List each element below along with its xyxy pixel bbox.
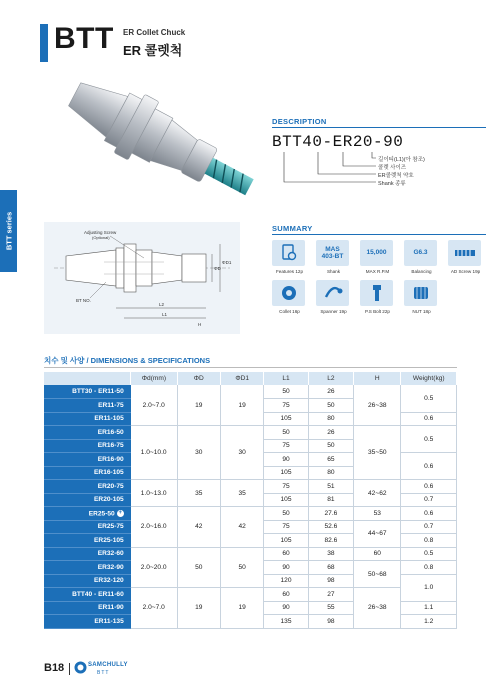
summary-label: Balancing xyxy=(411,269,432,274)
spec-cell-d: 42 xyxy=(177,507,220,548)
spec-cell-l1: 105 xyxy=(264,534,308,548)
spec-cell-l2: 80 xyxy=(308,466,353,480)
spec-cell-w: 0.6 xyxy=(401,412,457,426)
model-name: ER16-75 xyxy=(97,442,124,450)
summary-box: G6.3 xyxy=(404,240,437,266)
summary-item-balancing xyxy=(404,240,439,274)
model-name: ER16-105 xyxy=(94,469,124,477)
table-header: L2 xyxy=(308,372,353,385)
spec-cell-l1: 75 xyxy=(264,399,308,413)
model-name-cell xyxy=(44,601,131,615)
model-name-cell xyxy=(44,507,131,521)
drawing-l1-label: L1 xyxy=(162,312,168,317)
spec-cell-l1: 60 xyxy=(264,547,308,561)
summary-item-ps-bolt xyxy=(360,280,395,314)
spec-cell-d1: 50 xyxy=(220,547,263,588)
spec-cell-w: 0.5 xyxy=(401,426,457,453)
spec-cell-h: 60 xyxy=(354,547,401,561)
description-label-1: 길이티(L1)(아 참조) xyxy=(378,157,425,163)
drawing-h-label: H xyxy=(198,322,202,327)
summary-item-features xyxy=(272,240,307,274)
header-accent-bar xyxy=(40,24,48,62)
bolt-icon xyxy=(360,280,393,306)
model-name: ER11-105 xyxy=(94,415,124,423)
spec-cell-l1: 60 xyxy=(264,588,308,602)
spec-cell-d1: 19 xyxy=(220,385,263,426)
model-name-cell xyxy=(44,561,131,575)
summary-box: 15,000 xyxy=(360,240,393,266)
spec-cell-l2: 82.6 xyxy=(308,534,353,548)
summary-item-rpm xyxy=(360,240,395,274)
screw-icon xyxy=(448,240,481,266)
model-name: ER25-75 xyxy=(97,523,124,531)
spec-cell-l1: 75 xyxy=(264,480,308,494)
subtitle-korean: ER 콜렛척 xyxy=(123,43,183,58)
summary-label: Shank xyxy=(326,269,341,274)
spec-cell-l2: 65 xyxy=(308,453,353,467)
model-name-cell xyxy=(44,480,131,494)
page-title: BTT xyxy=(54,22,114,55)
footer-divider xyxy=(69,663,70,675)
drawing-od-label: ΦD xyxy=(214,266,221,271)
table-header: ΦD xyxy=(177,372,220,385)
description-label-4: Shank 종류 xyxy=(378,181,406,187)
spec-cell-h: 53 xyxy=(354,507,401,521)
model-name-cell xyxy=(44,547,131,561)
collet-icon xyxy=(272,280,305,306)
summary-item-ad-screw xyxy=(448,240,483,274)
spec-cell-h: 26~38 xyxy=(354,588,401,629)
spec-cell-l2: 68 xyxy=(308,561,353,575)
spec-cell-w: 0.5 xyxy=(401,385,457,412)
model-name: ER32-90 xyxy=(97,563,124,571)
table-header: Φd(mm) xyxy=(131,372,177,385)
table-row xyxy=(44,385,457,399)
spec-cell-l2: 51 xyxy=(308,480,353,494)
summary-item-spanner xyxy=(316,280,351,314)
summary-box: MAS 403-BT xyxy=(316,240,349,266)
description-title: DESCRIPTION xyxy=(272,117,327,126)
spec-cell-w: 0.8 xyxy=(401,561,457,575)
side-tab-label: BTT series xyxy=(4,211,13,251)
summary-label: NUT 18p xyxy=(412,309,431,314)
model-name: ER16-90 xyxy=(97,455,124,463)
summary-label: P.S Bolt 22p xyxy=(365,309,390,314)
spec-cell-l2: 27 xyxy=(308,588,353,602)
spec-cell-l1: 105 xyxy=(264,412,308,426)
model-name-cell xyxy=(44,426,131,440)
spec-cell-od: 2.0~7.0 xyxy=(131,385,177,426)
model-name: BTT30 - ER11-50 xyxy=(72,388,124,395)
description-label-2: 콜렛 사이즈 xyxy=(378,165,407,171)
spec-cell-d: 19 xyxy=(177,385,220,426)
spec-cell-l1: 135 xyxy=(264,615,308,629)
spec-cell-w: 1.2 xyxy=(401,615,457,629)
spec-cell-l1: 50 xyxy=(264,507,308,521)
spec-cell-w: 1.0 xyxy=(401,574,457,601)
model-name-cell xyxy=(44,453,131,467)
model-name-cell xyxy=(44,493,131,507)
spec-cell-h: 42~62 xyxy=(354,480,401,507)
model-name: ER11-90 xyxy=(98,604,124,612)
model-name: ER25-50 xyxy=(88,509,115,517)
spec-cell-w: 0.8 xyxy=(401,534,457,548)
spec-cell-l1: 105 xyxy=(264,493,308,507)
subtitle-english: ER Collet Chuck xyxy=(123,28,186,37)
drawing-od1-label: ΦD1 xyxy=(222,260,232,265)
spec-cell-w: 0.6 xyxy=(401,480,457,494)
table-header: H xyxy=(354,372,401,385)
description-label-3: ER콜렛척 약호 xyxy=(378,173,414,179)
spec-cell-l2: 98 xyxy=(308,574,353,588)
model-name: BTT40 - ER11-60 xyxy=(72,590,124,598)
model-name-cell xyxy=(44,520,131,534)
model-name: ER20-105 xyxy=(94,496,124,504)
spec-cell-l1: 75 xyxy=(264,439,308,453)
table-header-row xyxy=(44,372,457,385)
drawing-adjusting-screw-label: Adjusting Screw xyxy=(84,230,117,235)
table-title: 치수 및 사양 / DIMENSIONS & SPECIFICATIONS xyxy=(44,356,211,365)
description-code: BTT40-ER20-90 xyxy=(272,133,404,151)
table-header: L1 xyxy=(264,372,308,385)
spec-cell-l1: 90 xyxy=(264,561,308,575)
document-icon xyxy=(272,240,305,266)
model-name: ER11-75 xyxy=(98,401,124,409)
spec-cell-w: 0.6 xyxy=(401,453,457,480)
spec-cell-d1: 35 xyxy=(220,480,263,507)
spec-cell-w: 0.6 xyxy=(401,507,457,521)
model-name-cell xyxy=(44,574,131,588)
spec-cell-od: 2.0~20.0 xyxy=(131,547,177,588)
spec-cell-l2: 55 xyxy=(308,601,353,615)
model-name-cell xyxy=(44,412,131,426)
spec-cell-l1: 120 xyxy=(264,574,308,588)
model-name: ER11-135 xyxy=(94,617,124,625)
model-name-cell xyxy=(44,615,131,629)
model-name-cell xyxy=(44,399,131,413)
spec-cell-l2: 52.6 xyxy=(308,520,353,534)
spec-cell-l1: 50 xyxy=(264,426,308,440)
drawing-bt-no-label: BT NO. xyxy=(76,298,91,303)
spec-cell-l2: 38 xyxy=(308,547,353,561)
nut-icon xyxy=(404,280,437,306)
table-header: ΦD1 xyxy=(220,372,263,385)
summary-rule xyxy=(272,234,486,235)
summary-title: SUMMARY xyxy=(272,224,313,233)
model-name-cell xyxy=(44,466,131,480)
drawing-l2-label: L2 xyxy=(159,302,165,307)
spec-cell-d: 30 xyxy=(177,426,220,480)
spec-cell-d1: 42 xyxy=(220,507,263,548)
product-image xyxy=(60,78,270,218)
summary-item-shank xyxy=(316,240,351,274)
spec-cell-d1: 30 xyxy=(220,426,263,480)
footer-brand: SAMCHULLY xyxy=(88,662,128,668)
summary-item-collet xyxy=(272,280,307,314)
spec-cell-w: 0.7 xyxy=(401,520,457,534)
table-header: Weight(kg) xyxy=(401,372,457,385)
spec-cell-d: 35 xyxy=(177,480,220,507)
page-number: B18 xyxy=(44,662,65,674)
table-row xyxy=(44,426,457,440)
technical-drawing xyxy=(44,222,240,334)
spec-cell-h: 26~38 xyxy=(354,385,401,426)
spec-cell-w: 0.5 xyxy=(401,547,457,561)
spec-cell-od: 2.0~16.0 xyxy=(131,507,177,548)
model-name: ER20-75 xyxy=(97,482,124,490)
spec-cell-od: 1.0~13.0 xyxy=(131,480,177,507)
summary-label: Collet 16p xyxy=(279,309,300,314)
spec-cell-h: 50~68 xyxy=(354,561,401,588)
spec-cell-od: 2.0~7.0 xyxy=(131,588,177,629)
spec-cell-d1: 19 xyxy=(220,588,263,629)
brand-logo-icon xyxy=(74,661,87,674)
table-row xyxy=(44,588,457,602)
side-tab[interactable] xyxy=(0,190,17,272)
spec-cell-d: 19 xyxy=(177,588,220,629)
spec-cell-l1: 90 xyxy=(264,453,308,467)
spec-cell-w: 0.7 xyxy=(401,493,457,507)
model-name-cell xyxy=(44,385,131,399)
model-name: ER32-120 xyxy=(94,577,124,585)
drawing-optional-label: (Optional) xyxy=(92,235,110,240)
new-badge-icon: + xyxy=(118,509,122,516)
spec-cell-l2: 50 xyxy=(308,439,353,453)
table-row xyxy=(44,480,457,494)
summary-label: Features 12p xyxy=(275,269,304,274)
spec-cell-l1: 75 xyxy=(264,520,308,534)
spec-cell-h: 44~67 xyxy=(354,520,401,547)
spec-cell-l2: 26 xyxy=(308,385,353,399)
specifications-table xyxy=(44,372,457,629)
spec-cell-l2: 27.6 xyxy=(308,507,353,521)
spec-cell-l2: 26 xyxy=(308,426,353,440)
spec-cell-l2: 98 xyxy=(308,615,353,629)
description-rule xyxy=(272,127,486,128)
spec-cell-l1: 50 xyxy=(264,385,308,399)
spec-cell-w: 1.1 xyxy=(401,601,457,615)
table-row xyxy=(44,507,457,521)
footer-brand-sub: BTT xyxy=(97,670,110,676)
description-callouts xyxy=(272,150,392,190)
spec-cell-d: 50 xyxy=(177,547,220,588)
table-title-rule xyxy=(44,367,457,368)
spanner-icon xyxy=(316,280,349,306)
model-name: ER25-105 xyxy=(94,536,124,544)
model-name: ER32-60 xyxy=(97,550,124,558)
spec-cell-l2: 80 xyxy=(308,412,353,426)
summary-item-nut xyxy=(404,280,439,314)
model-name-cell xyxy=(44,439,131,453)
summary-label: AD Screw 19p xyxy=(450,269,481,274)
spec-cell-od: 1.0~10.0 xyxy=(131,426,177,480)
model-name-cell xyxy=(44,534,131,548)
spec-cell-l2: 81 xyxy=(308,493,353,507)
model-name-cell xyxy=(44,588,131,602)
summary-label: Spanner 19p xyxy=(320,309,347,314)
table-row xyxy=(44,547,457,561)
model-name: ER16-50 xyxy=(97,428,124,436)
spec-cell-l1: 90 xyxy=(264,601,308,615)
table-body xyxy=(44,385,457,628)
spec-cell-l1: 105 xyxy=(264,466,308,480)
spec-cell-l2: 50 xyxy=(308,399,353,413)
spec-cell-h: 35~50 xyxy=(354,426,401,480)
summary-label: MAX R.P.M xyxy=(365,269,390,274)
table-header xyxy=(44,372,131,385)
